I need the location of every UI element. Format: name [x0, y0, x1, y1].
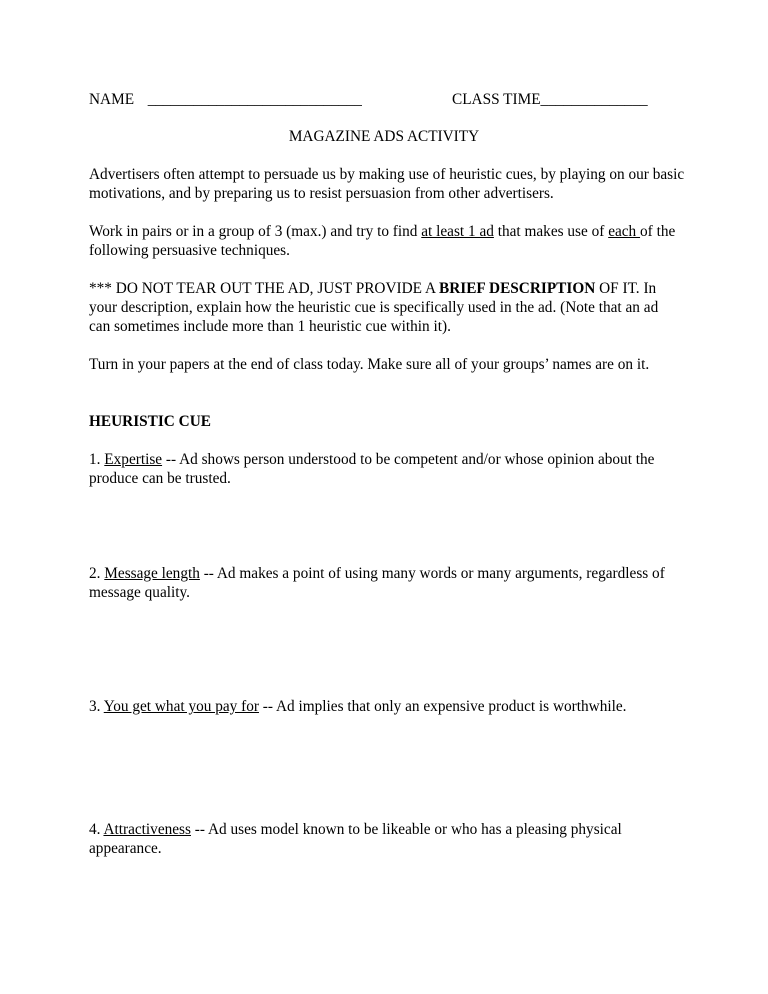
each-emphasis: each — [608, 223, 641, 240]
warning-prefix: *** DO NOT TEAR OUT THE AD, JUST PROVIDE A — [89, 280, 440, 297]
cue-4-line-2: appearance. — [89, 840, 162, 857]
name-line — [89, 90, 362, 109]
cue-term: You get what you pay for — [103, 698, 259, 715]
warning-line-3: can sometimes include more than 1 heuristic cue within it). — [89, 318, 451, 335]
class-time-line — [452, 90, 648, 109]
name-label: NAME — [89, 91, 135, 108]
cue-description: -- Ad makes a point of using many words or many arguments, regardless of — [199, 565, 665, 582]
cue-3-line-1 — [89, 697, 626, 716]
cue-description: -- Ad shows person understood to be competent and/or whose opinion about the — [162, 451, 655, 468]
cue-number: 1. — [89, 451, 105, 468]
cue-description: -- Ad implies that only an expensive product is worthwhile. — [258, 698, 627, 715]
work-suffix: of the — [640, 223, 676, 240]
turn-in-instructions: Turn in your papers at the end of class today. Make sure all of your groups’ names are on it. — [89, 356, 650, 373]
section-heading: HEURISTIC CUE — [89, 413, 211, 430]
cue-number: 3. — [89, 698, 104, 715]
cue-1-line-2: produce can be trusted. — [89, 470, 231, 487]
work-instructions-line-1 — [89, 222, 675, 241]
class-time-blank: ______________ — [540, 91, 648, 108]
cue-number: 4. — [89, 821, 104, 838]
intro-line-1: Advertisers often attempt to persuade us by making use of heuristic cues, by playing on our basic — [89, 166, 685, 183]
warning-line-1 — [89, 279, 656, 298]
work-prefix: Work in pairs or in a group of 3 (max.) and try to find — [89, 223, 422, 240]
cue-description: -- Ad uses model known to be likeable or who has a pleasing physical — [190, 821, 622, 838]
warning-suffix: OF IT. In — [595, 280, 657, 297]
cue-1-line-1 — [89, 450, 654, 469]
cue-term: Message length — [104, 565, 200, 582]
brief-description-emphasis: BRIEF DESCRIPTION — [439, 280, 596, 297]
cue-number: 2. — [89, 565, 105, 582]
work-instructions-line-2: following persuasive techniques. — [89, 242, 290, 259]
intro-line-2: motivations, and by preparing us to resist persuasion from other advertisers. — [89, 185, 554, 202]
cue-term: Expertise — [104, 451, 163, 468]
cue-term: Attractiveness — [103, 821, 191, 838]
warning-line-2: your description, explain how the heuristic cue is specifically used in the ad. (Note that an ad — [89, 299, 659, 316]
work-mid: that makes use of — [493, 223, 609, 240]
class-time-label: CLASS TIME — [452, 91, 541, 108]
cue-2-line-1 — [89, 564, 665, 583]
page-title: MAGAZINE ADS ACTIVITY — [288, 128, 480, 145]
at-least-one-ad: at least 1 ad — [421, 223, 494, 240]
cue-4-line-1 — [89, 820, 622, 839]
cue-2-line-2: message quality. — [89, 584, 190, 601]
name-blank: ____________________________ — [147, 91, 362, 108]
